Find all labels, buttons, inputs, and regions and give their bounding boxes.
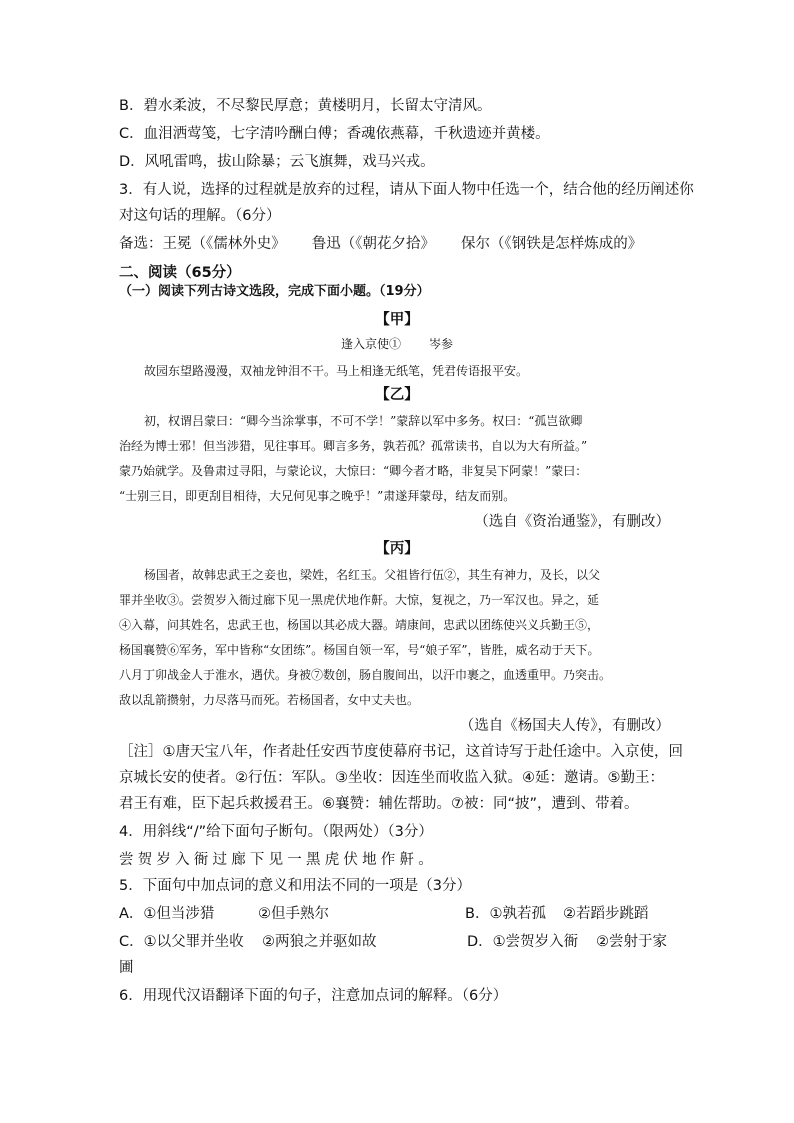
bing-line-2: 罪并坐收③。尝贺岁入衙过廊下见一黑虎伏地作鼾。大惊，复视之，乃一军汉也。异之，延 xyxy=(119,593,600,607)
q5-option-c-1: C．①以父罪并坐收 xyxy=(119,934,244,950)
notes-line-1: ［注］①唐天宝八年，作者赴任安西节度使幕府书记，这首诗写于赴任途中。入京使，回 xyxy=(119,744,683,760)
option-d: D．风吼雷鸣，拔山除暴；云飞旗舞，戏马兴戎。 xyxy=(119,154,435,170)
q5-option-b-2: ②若蹈步跳蹈 xyxy=(563,906,649,922)
question-3-line-1: 3．有人说，选择的过程就是放弃的过程，请从下面人物中任选一个，结合他的经历阐述你 xyxy=(119,182,694,198)
bing-line-6: 敌以乱箭攒射，力尽落马而死。若杨国者，女中丈夫也。 xyxy=(119,693,420,707)
bing-line-5: 八月丁卯战金人于淮水，遇伏。身被⑦数创，肠自腹间出，以汗巾裹之，血透重甲。乃突击。 xyxy=(119,668,612,682)
bing-line-3: ④入幕，问其姓名，忠武王也，杨国以其必成大器。靖康间，忠武以团练使兴义兵勤王⑤， xyxy=(119,618,600,632)
question-3-options xyxy=(119,234,642,254)
question-5-title: 5．下面句中加点词的意义和用法不同的一项是（3分） xyxy=(119,878,471,894)
yi-line-2: 治经为博士邪！但当涉猎，见往事耳。卿言多务，孰若孤？孤常读书，自以为大有所益。” xyxy=(119,439,588,453)
yi-source: （选自《资治通鉴》，有删改） xyxy=(474,514,670,530)
section-2-subtitle: （一）阅读下列古诗文选段，完成下面小题。（19分） xyxy=(119,284,430,299)
bing-source: （选自《杨国夫人传》，有删改） xyxy=(459,718,670,734)
notes-line-2: 京城长安的使者。②行伍：军队。③坐收：因连坐而收监入狱。④延：邀请。⑤勤王： xyxy=(119,770,664,786)
option-c: C．血泪洒莺笺，七字清吟酬白傅；香魂依燕幕，千秋遗迹并黄楼。 xyxy=(119,126,550,142)
poem-author: 岑参 xyxy=(429,337,454,351)
jia-label: 【甲】 xyxy=(375,312,419,328)
notes-line-3: 君王有难，臣下起兵救援君王。⑥襄赞：辅佐帮助。⑦被：同“披”，遭到、带着。 xyxy=(119,796,639,812)
q3-option-wangmian: 备选：王冕（《儒林外史》 xyxy=(119,236,286,252)
yi-line-3: 蒙乃始就学。及鲁肃过寻阳，与蒙论议，大惊曰：“卿今者才略，非复吴下阿蒙！”蒙曰： xyxy=(119,464,588,478)
section-2-title: 二、阅读（65分） xyxy=(119,265,241,281)
q3-option-luxun: 鲁迅（《朝花夕拾》 xyxy=(311,236,435,252)
q5-option-c-2: ②两狼之并驱如故 xyxy=(262,934,377,950)
question-6-title: 6．用现代汉语翻译下面的句子，注意加点词的解释。（6分） xyxy=(119,988,508,1004)
poem-title: 逢入京使① xyxy=(340,337,401,351)
bing-line-4: 杨国襄赞⑥军务，军中皆称“女团练”。杨国自领一军，号“娘子军”，皆胜，威名动于天下。 xyxy=(119,643,600,657)
q5-option-d-2: ②尝射于家 xyxy=(596,934,667,950)
question-4-title: 4．用斜线“/”给下面句子断句。（限两处）（3分） xyxy=(119,824,433,840)
q5-option-d-2-continued: 圃 xyxy=(119,960,134,976)
bing-label: 【丙】 xyxy=(375,541,419,557)
q5-option-b-1: B．①孰若孤 xyxy=(465,906,546,922)
q5-option-d-1: D．①尝贺岁入衙 xyxy=(467,934,579,950)
q5-option-a-2: ②但手熟尔 xyxy=(258,906,329,922)
yi-line-1: 初，权谓吕蒙曰：“卿今当涂掌事，不可不学！”蒙辞以军中多务。权曰：“孤岂欲卿 xyxy=(144,414,583,428)
poem-text: 故园东望路漫漫，双袖龙钟泪不干。马上相逢无纸笔，凭君传语报平安。 xyxy=(144,364,529,378)
q3-option-baoer: 保尔（《钢铁是怎样炼成的》 xyxy=(461,236,643,252)
question-3-line-2: 对这句话的理解。（6分） xyxy=(119,208,281,224)
poem-heading xyxy=(0,334,794,354)
option-b: B．碧水柔波，不尽黎民厚意；黄楼明月，长留太守清风。 xyxy=(119,98,492,114)
question-4-sentence: 尝贺岁入衙过廊下见一黑虎伏地作鼾。 xyxy=(119,852,437,868)
bing-line-1: 杨国者，故韩忠武王之妾也，梁姓，名红玉。父祖皆行伍②，其生有神力，及长，以父 xyxy=(144,568,601,582)
q5-option-a-1: A．①但当涉猎 xyxy=(119,906,215,922)
yi-line-4: “士别三日，即更刮目相待，大兄何见事之晚乎！”肃遂拜蒙母，结友而别。 xyxy=(119,489,516,503)
yi-label: 【乙】 xyxy=(375,387,419,403)
